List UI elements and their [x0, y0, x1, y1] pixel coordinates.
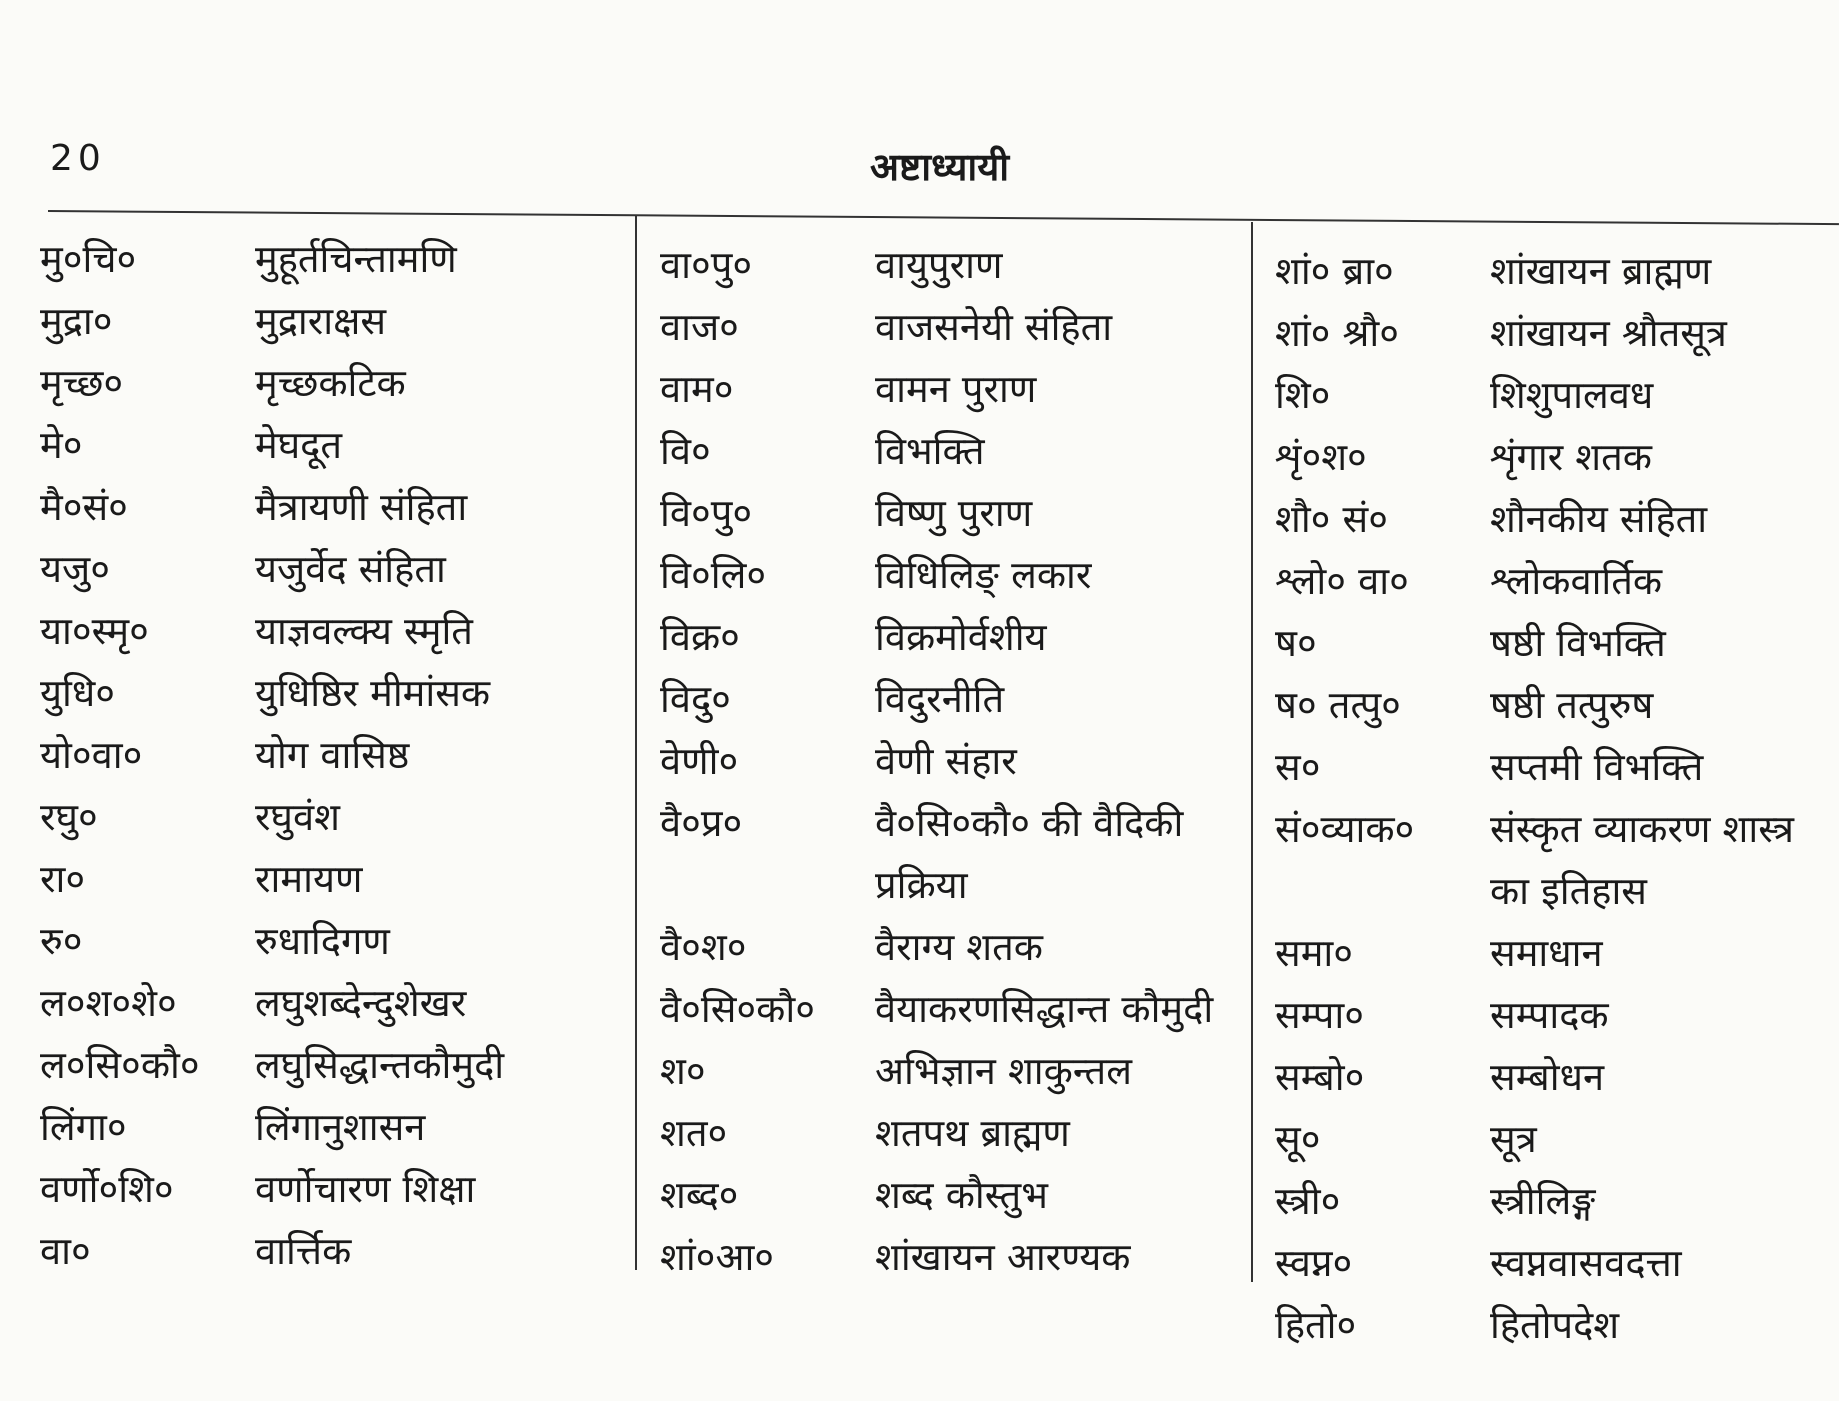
abbreviation-expansion: शांखायन श्रौतसूत्र [1490, 311, 1727, 355]
abbreviation-row [1275, 922, 1839, 984]
abbreviation: वै०श० [660, 925, 747, 969]
abbreviation-expansion: सम्बोधन [1490, 1055, 1605, 1099]
abbreviation-row [660, 792, 1240, 916]
abbreviation-row [1275, 798, 1839, 922]
abbreviation: ष० [1275, 621, 1317, 665]
abbreviation: सम्बो० [1275, 1055, 1365, 1099]
abbreviation: लिंगा० [40, 1105, 127, 1149]
abbreviation-row [1275, 1294, 1839, 1356]
abbreviation-row [1275, 426, 1839, 488]
abbreviation-expansion: शब्द कौस्तुभ [875, 1173, 1048, 1217]
abbreviation-row [660, 482, 1240, 544]
abbreviation-row [40, 1158, 625, 1220]
abbreviation-row [1275, 1232, 1839, 1294]
page-number: 20 [50, 138, 106, 179]
abbreviation-expansion: योग वासिष्ठ [255, 733, 410, 777]
abbreviation: स्वप्न० [1275, 1241, 1353, 1285]
abbreviation-expansion: मृच्छकटिक [255, 361, 406, 405]
abbreviation-expansion: वामन पुराण [875, 367, 1037, 411]
abbreviation-column-2 [660, 234, 1240, 1288]
abbreviation-row [1275, 1108, 1839, 1170]
abbreviation-row [40, 662, 625, 724]
abbreviation-expansion: विदुरनीति [875, 677, 1005, 721]
abbreviation: विक्र० [660, 615, 740, 659]
abbreviation-row [40, 414, 625, 476]
abbreviation-expansion: शांखायन ब्राह्मण [1490, 249, 1712, 293]
abbreviation-expansion: हितोपदेश [1490, 1303, 1620, 1347]
abbreviation: ष० तत्पु० [1275, 683, 1401, 727]
abbreviation-row [40, 1034, 625, 1096]
abbreviation: शब्द० [660, 1173, 739, 1217]
abbreviation-expansion: वैराग्य शतक [875, 925, 1043, 969]
abbreviation: श० [660, 1049, 706, 1093]
abbreviation-expansion: वै०सि०कौ० की वैदिकी प्रक्रिया [875, 801, 1184, 907]
abbreviation-expansion: शतपथ ब्राह्मण [875, 1111, 1070, 1155]
abbreviation-column-3 [1275, 240, 1839, 1356]
abbreviation-row [660, 606, 1240, 668]
abbreviation-row [1275, 550, 1839, 612]
abbreviation-expansion: विधिलिङ् लकार [875, 553, 1092, 597]
abbreviation: मृच्छ० [40, 361, 124, 405]
abbreviation-row [1275, 612, 1839, 674]
abbreviation-expansion: मुहूर्तचिन्तामणि [255, 237, 457, 281]
abbreviation-row [660, 730, 1240, 792]
abbreviation: मे० [40, 423, 83, 467]
abbreviation-expansion: वाजसनेयी संहिता [875, 305, 1113, 349]
abbreviation-expansion: स्वप्नवासवदत्ता [1490, 1241, 1682, 1285]
abbreviation-row [40, 538, 625, 600]
abbreviation-row [1275, 240, 1839, 302]
abbreviation: वि० [660, 429, 711, 473]
abbreviation: वि०पु० [660, 491, 753, 535]
abbreviation-row [40, 848, 625, 910]
abbreviation-row [660, 978, 1240, 1040]
abbreviation: यो०वा० [40, 733, 143, 777]
abbreviation-row [40, 1220, 625, 1282]
abbreviation-expansion: षष्ठी विभक्ति [1490, 621, 1666, 665]
abbreviation: शत० [660, 1111, 728, 1155]
abbreviation-row [40, 1096, 625, 1158]
header-divider [48, 210, 1839, 225]
abbreviation-expansion: रघुवंश [255, 795, 340, 839]
abbreviation: सू० [1275, 1117, 1321, 1161]
abbreviation-row [1275, 488, 1839, 550]
abbreviation-row [660, 1164, 1240, 1226]
abbreviation-row [660, 420, 1240, 482]
abbreviation: वा० [40, 1229, 91, 1273]
abbreviation-expansion: श्लोकवार्तिक [1490, 559, 1663, 603]
abbreviation-row [660, 668, 1240, 730]
abbreviation-expansion: याज्ञवल्क्य स्मृति [255, 609, 473, 653]
abbreviation: शि० [1275, 373, 1331, 417]
abbreviation: श्लो० वा० [1275, 559, 1409, 603]
abbreviation-expansion: वायुपुराण [875, 243, 1003, 287]
abbreviation-expansion: मेघदूत [255, 423, 343, 467]
abbreviation: स० [1275, 745, 1321, 789]
abbreviation: वाज० [660, 305, 739, 349]
abbreviation-row [40, 910, 625, 972]
abbreviation-expansion: संस्कृत व्याकरण शास्त्र का इतिहास [1490, 807, 1794, 913]
abbreviation: मुद्रा० [40, 299, 113, 343]
abbreviation-expansion: षष्ठी तत्पुरुष [1490, 683, 1654, 727]
column-divider-1 [635, 216, 637, 1270]
abbreviation: शां०आ० [660, 1235, 775, 1279]
abbreviation-expansion: वेणी संहार [875, 739, 1017, 783]
abbreviation-row [40, 724, 625, 786]
abbreviation-expansion: वार्त्तिक [255, 1229, 352, 1273]
abbreviation: वर्णो०शि० [40, 1167, 174, 1211]
abbreviation-row [1275, 1170, 1839, 1232]
abbreviation-expansion: विभक्ति [875, 429, 985, 473]
abbreviation: यजु० [40, 547, 110, 591]
abbreviation-row [40, 476, 625, 538]
abbreviation: वेणी० [660, 739, 739, 783]
abbreviation-expansion: लिंगानुशासन [255, 1105, 426, 1149]
abbreviation-row [1275, 984, 1839, 1046]
abbreviation: शां० श्रौ० [1275, 311, 1400, 355]
abbreviation-expansion: रुधादिगण [255, 919, 390, 963]
abbreviation-expansion: वैयाकरणसिद्धान्त कौमुदी [875, 987, 1214, 1031]
abbreviation-row [40, 228, 625, 290]
abbreviation: वि०लि० [660, 553, 767, 597]
abbreviation: हितो० [1275, 1303, 1357, 1347]
abbreviation-row [1275, 1046, 1839, 1108]
abbreviation: विदु० [660, 677, 731, 721]
abbreviation-expansion: शौनकीय संहिता [1490, 497, 1708, 541]
abbreviation-expansion: शांखायन आरण्यक [875, 1235, 1131, 1279]
abbreviation-row [40, 290, 625, 352]
abbreviation-expansion: रामायण [255, 857, 363, 901]
abbreviation: युधि० [40, 671, 116, 715]
abbreviation-row [1275, 736, 1839, 798]
abbreviation: वै०सि०कौ० [660, 987, 815, 1031]
abbreviation-row [40, 972, 625, 1034]
abbreviation-expansion: मैत्रायणी संहिता [255, 485, 468, 529]
abbreviation-expansion: युधिष्ठिर मीमांसक [255, 671, 491, 715]
abbreviation: रु० [40, 919, 83, 963]
column-divider-2 [1251, 222, 1253, 1282]
abbreviation-expansion: विष्णु पुराण [875, 491, 1033, 535]
abbreviation-row [1275, 364, 1839, 426]
abbreviation-row [40, 786, 625, 848]
abbreviation-expansion: लघुसिद्धान्तकौमुदी [255, 1043, 505, 1087]
abbreviation-row [660, 1040, 1240, 1102]
abbreviation: वै०प्र० [660, 801, 743, 845]
abbreviation-expansion: स्त्रीलिङ्ग [1490, 1179, 1596, 1223]
abbreviation: शौ० सं० [1275, 497, 1388, 541]
abbreviation-row [660, 234, 1240, 296]
abbreviation-expansion: समाधान [1490, 931, 1603, 975]
abbreviation-expansion: विक्रमोर्वशीय [875, 615, 1047, 659]
abbreviation-expansion: लघुशब्देन्दुशेखर [255, 981, 467, 1025]
abbreviation-expansion: यजुर्वेद संहिता [255, 547, 446, 591]
abbreviation: स्त्री० [1275, 1179, 1341, 1223]
abbreviation: रा० [40, 857, 86, 901]
abbreviation: शृं०श० [1275, 435, 1367, 479]
abbreviation: मु०चि० [40, 237, 137, 281]
abbreviation: सं०व्याक० [1275, 807, 1415, 851]
abbreviation-row [660, 358, 1240, 420]
abbreviation-expansion: शृंगार शतक [1490, 435, 1652, 479]
abbreviation-row [40, 600, 625, 662]
abbreviation-expansion: सम्पादक [1490, 993, 1609, 1037]
abbreviation: शां० ब्रा० [1275, 249, 1394, 293]
abbreviation-row [660, 916, 1240, 978]
abbreviation-row [660, 1102, 1240, 1164]
abbreviation: सम्पा० [1275, 993, 1364, 1037]
abbreviation-expansion: मुद्राराक्षस [255, 299, 387, 343]
abbreviation: समा० [1275, 931, 1354, 975]
abbreviation-row [660, 1226, 1240, 1288]
abbreviation-row [660, 296, 1240, 358]
abbreviation: ल०सि०कौ० [40, 1043, 200, 1087]
abbreviation-expansion: सूत्र [1490, 1117, 1537, 1161]
abbreviation-row [1275, 674, 1839, 736]
abbreviation-row [660, 544, 1240, 606]
abbreviation: रघु० [40, 795, 98, 839]
abbreviation-column-1 [40, 228, 625, 1282]
abbreviation: मै०सं० [40, 485, 128, 529]
abbreviation: वा०पु० [660, 243, 753, 287]
page-title: अष्टाध्यायी [870, 145, 1010, 189]
abbreviation-expansion: सप्तमी विभक्ति [1490, 745, 1704, 789]
abbreviation-row [1275, 302, 1839, 364]
abbreviation: ल०श०शे० [40, 981, 177, 1025]
abbreviation-expansion: शिशुपालवध [1490, 373, 1654, 417]
abbreviation: या०स्मृ० [40, 609, 149, 653]
abbreviation: वाम० [660, 367, 734, 411]
abbreviation-row [40, 352, 625, 414]
abbreviation-expansion: अभिज्ञान शाकुन्तल [875, 1049, 1132, 1093]
abbreviation-expansion: वर्णोचारण शिक्षा [255, 1167, 476, 1211]
